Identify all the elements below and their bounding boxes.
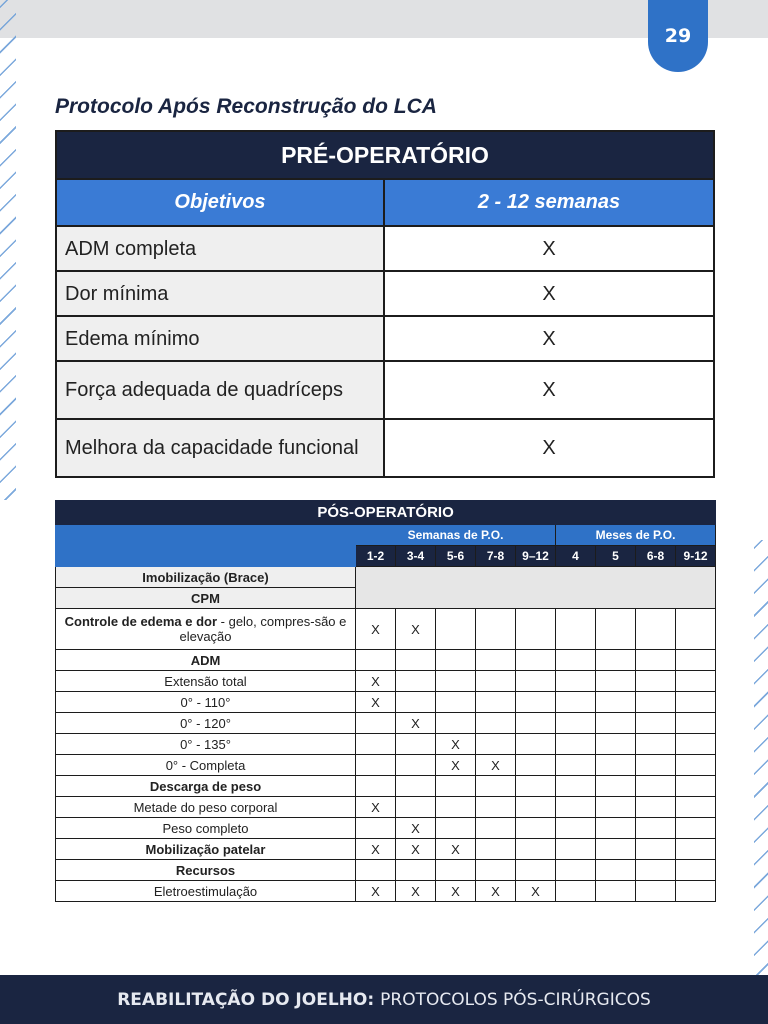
table-row [56,818,716,839]
pos-mark-cell [476,713,516,734]
pos-row-label: ADM [56,650,356,671]
pos-mark-cell [556,650,596,671]
pos-mark-cell [356,755,396,776]
pos-mark-cell [676,609,716,650]
pos-mark-cell [596,692,636,713]
pos-mark-cell [636,609,676,650]
pos-mark-cell: X [436,755,476,776]
pre-row-label: ADM completa [56,226,384,271]
pos-mark-cell: X [356,671,396,692]
pos-mark-cell [436,671,476,692]
pos-mark-cell [556,797,596,818]
pos-mark-cell [596,797,636,818]
pos-mark-cell [676,776,716,797]
pos-mark-cell [356,818,396,839]
pos-group-weeks: Semanas de P.O. [356,525,556,546]
pos-mark-cell [516,776,556,797]
pos-mark-cell [476,734,516,755]
pos-tick: 6-8 [636,546,676,567]
pos-mark-cell [636,818,676,839]
pos-row-label: 0° - 110° [56,692,356,713]
pre-row-label: Força adequada de quadríceps [56,361,384,419]
pos-row-label: 0° - 135° [56,734,356,755]
pos-empty-cell [356,567,716,609]
pos-row-label-bold: Controle de edema e dor [64,614,218,629]
pos-mark-cell [436,860,476,881]
pos-mark-cell [676,818,716,839]
pos-row-label: Imobilização (Brace) [56,567,356,588]
table-row [56,734,716,755]
pos-mark-cell [396,734,436,755]
pos-mark-cell [476,609,516,650]
table-row [56,671,716,692]
pos-group-spacer [56,525,356,546]
pos-mark-cell: X [396,609,436,650]
pre-row [56,419,714,477]
pos-mark-cell [636,776,676,797]
pos-tick: 1-2 [356,546,396,567]
pre-row-label: Edema mínimo [56,316,384,361]
pos-mark-cell [636,692,676,713]
pre-row-mark: X [384,271,714,316]
pos-mark-cell [676,839,716,860]
pos-mark-cell [676,797,716,818]
pos-mark-cell [556,818,596,839]
pos-mark-cell [596,818,636,839]
pos-mark-cell [476,860,516,881]
pos-row-label: Mobilização patelar [56,839,356,860]
pre-operative-table [55,130,715,478]
pos-mark-cell [436,818,476,839]
pos-mark-cell: X [356,692,396,713]
pos-mark-cell [516,671,556,692]
pos-row-label: Eletroestimulação [56,881,356,902]
pre-row-mark: X [384,419,714,477]
pos-tick: 9–12 [516,546,556,567]
pos-mark-cell [436,776,476,797]
pos-mark-cell [556,609,596,650]
pos-mark-cell: X [436,839,476,860]
pos-mark-cell [436,797,476,818]
pos-mark-cell [636,734,676,755]
pos-row-label: 0° - Completa [56,755,356,776]
pos-tick-spacer [56,546,356,567]
pos-mark-cell [476,650,516,671]
pos-mark-cell [476,839,516,860]
pos-mark-cell [676,860,716,881]
left-hatch-decoration [0,0,16,500]
pos-mark-cell [556,734,596,755]
pos-mark-cell [676,650,716,671]
pos-mark-cell [596,671,636,692]
pos-mark-cell [596,650,636,671]
pos-row-label: 0° - 120° [56,713,356,734]
table-row [56,650,716,671]
pos-mark-cell: X [356,797,396,818]
pos-row-label [56,609,356,650]
pos-tick: 4 [556,546,596,567]
pos-mark-cell [676,755,716,776]
pos-mark-cell [596,860,636,881]
pos-mark-cell [596,881,636,902]
pos-mark-cell [516,860,556,881]
pos-row-label: Extensão total [56,671,356,692]
pos-mark-cell [476,797,516,818]
pos-mark-cell [436,609,476,650]
footer-title-rest: PROTOCOLOS PÓS-CIRÚRGICOS [380,989,651,1010]
pos-mark-cell [476,692,516,713]
table-row [56,776,716,797]
pos-mark-cell: X [396,713,436,734]
page-number: 29 [648,0,708,72]
pos-mark-cell [516,797,556,818]
pos-mark-cell [556,755,596,776]
pos-mark-cell [516,839,556,860]
table-row [56,567,716,588]
pos-group-months: Meses de P.O. [556,525,716,546]
pos-mark-cell [636,860,676,881]
table-row [56,755,716,776]
pos-mark-cell [356,650,396,671]
pos-mark-cell [476,776,516,797]
table-row [56,860,716,881]
pos-mark-cell [356,776,396,797]
table-row [56,609,716,650]
pos-mark-cell [516,818,556,839]
pos-tick: 5-6 [436,546,476,567]
pre-row-mark: X [384,226,714,271]
pos-mark-cell [396,755,436,776]
pos-mark-cell: X [396,818,436,839]
pos-mark-cell [396,692,436,713]
pos-mark-cell [396,797,436,818]
pre-row-mark: X [384,361,714,419]
pos-mark-cell [676,713,716,734]
table-row [56,797,716,818]
pre-row-mark: X [384,316,714,361]
pos-tick: 5 [596,546,636,567]
pos-mark-cell [636,881,676,902]
pos-mark-cell [396,860,436,881]
pos-mark-cell [556,671,596,692]
pos-mark-cell [356,713,396,734]
pos-row-label: Metade do peso corporal [56,797,356,818]
pos-mark-cell [396,671,436,692]
pos-mark-cell [556,839,596,860]
footer-bar [0,975,768,1024]
pos-mark-cell [516,650,556,671]
pos-mark-cell [556,692,596,713]
pos-tick: 3-4 [396,546,436,567]
pos-mark-cell [516,713,556,734]
pos-mark-cell [556,776,596,797]
pos-row-label: Recursos [56,860,356,881]
pos-mark-cell [676,734,716,755]
pos-mark-cell: X [356,839,396,860]
pos-mark-cell [396,650,436,671]
pre-row-label: Dor mínima [56,271,384,316]
pos-mark-cell [556,860,596,881]
pre-row [56,226,714,271]
pos-mark-cell [636,755,676,776]
pos-row-label: CPM [56,588,356,609]
pos-mark-cell [596,734,636,755]
pre-row [56,316,714,361]
pos-mark-cell [516,609,556,650]
table-row [56,881,716,902]
pos-header: PÓS-OPERATÓRIO [56,501,716,525]
table-row [56,839,716,860]
pos-mark-cell [516,692,556,713]
pre-col-objectives: Objetivos [56,179,384,226]
pos-mark-cell [356,734,396,755]
pos-mark-cell [596,713,636,734]
right-hatch-decoration [754,540,768,975]
pos-mark-cell [636,713,676,734]
pos-row-label: Peso completo [56,818,356,839]
page-title: Protocolo Após Reconstrução do LCA [55,95,437,118]
pos-mark-cell: X [356,881,396,902]
pos-mark-cell [356,860,396,881]
pos-mark-cell [676,671,716,692]
pos-mark-cell [596,755,636,776]
pos-mark-cell [596,839,636,860]
table-row [56,713,716,734]
pos-mark-cell: X [396,881,436,902]
pos-mark-cell: X [356,609,396,650]
footer-title-bold: REABILITAÇÃO DO JOELHO: [117,989,375,1010]
pos-mark-cell [476,818,516,839]
pre-row [56,271,714,316]
pos-mark-cell [676,881,716,902]
pos-tick: 7-8 [476,546,516,567]
pos-mark-cell [636,671,676,692]
pos-mark-cell [596,609,636,650]
pos-mark-cell: X [436,734,476,755]
pos-mark-cell [636,839,676,860]
table-row [56,692,716,713]
pos-tick: 9-12 [676,546,716,567]
pos-mark-cell [396,776,436,797]
pre-header: PRÉ-OPERATÓRIO [56,131,714,179]
pos-mark-cell [436,713,476,734]
pos-mark-cell [636,797,676,818]
pos-row-label: Descarga de peso [56,776,356,797]
pos-mark-cell [436,650,476,671]
pos-mark-cell [636,650,676,671]
pre-col-weeks: 2 - 12 semanas [384,179,714,226]
pos-mark-cell: X [516,881,556,902]
pos-mark-cell [516,755,556,776]
pos-mark-cell [436,692,476,713]
pre-row-label: Melhora da capacidade funcional [56,419,384,477]
pre-row [56,361,714,419]
pos-mark-cell [556,713,596,734]
pos-mark-cell: X [396,839,436,860]
pos-mark-cell: X [476,755,516,776]
pos-mark-cell [556,881,596,902]
post-operative-table [55,500,716,902]
pos-row-label-rest: - gelo, compres-são e elevação [179,614,347,644]
pos-mark-cell: X [476,881,516,902]
pos-mark-cell [516,734,556,755]
pos-mark-cell [676,692,716,713]
pos-mark-cell [596,776,636,797]
pos-mark-cell [476,671,516,692]
pos-mark-cell: X [436,881,476,902]
